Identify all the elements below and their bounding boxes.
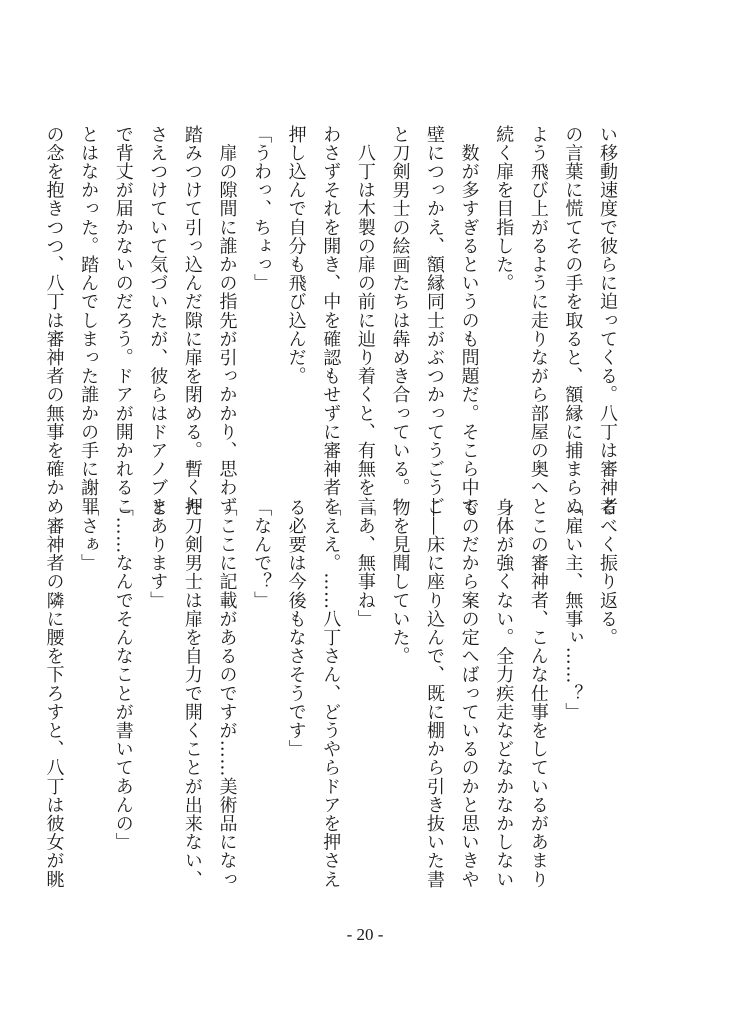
text-line: ものだから案の定へばっているのかと思いきや [458,498,480,889]
text-line: 続く扉を目指した。 [493,125,515,293]
text-line: この審神者、こんな仕事をしているがあまり [527,498,549,889]
text-line: た刀剣男士は扉を自力で開くことが出来ない、 [181,498,203,889]
text-line: 「うわっ、ちょっ」 [251,125,273,293]
text-line: わさずそれを開き、中を確認もせずに審神者を [320,125,342,516]
text-line: 数が多すぎるというのも問題だ。そこら中で [458,125,480,516]
text-line: 「ここに記載があるのですが……美術品になっ [216,498,238,889]
text-line: 八丁は木製の扉の前に辿り着くと、有無を言 [354,125,376,516]
text-line: よう飛び上がるように走りながら部屋の奥へと [527,125,549,516]
text-line: とあります」 [147,498,169,610]
lower-text-block [36,498,624,898]
text-line: で背丈が届かないのだろう。ドアが開かれるこ [112,125,134,516]
text-line: と刀剣男士の絵画たちは犇めき合っている。 [389,125,411,497]
text-line: 扉の隙間に誰かの指先が引っかかり、思わず [216,125,238,516]
text-line: る必要は今後もなさそうです」 [285,498,307,759]
text-line: 「ええ。……八丁さん、どうやらドアを押さえ [320,498,342,889]
text-line: 審神者の隣に腰を下ろすと、八丁は彼女が眺 [43,498,65,889]
text-line: 「さぁ」 [78,498,100,573]
text-line: 「雇い主、無事ぃ……？」 [562,498,584,722]
text-line: の念を抱きつつ、八丁は審神者の無事を確かめ [43,125,65,516]
text-line: とはなかった。踏んでしまった誰かの手に謝罪 [78,125,100,516]
text-line: 壁につっかえ、額縁同士がぶつかってうごうご [424,125,446,516]
page-number: - 20 - [346,925,384,944]
text-line: 身体が強くない。全力疾走などなかなかしない [493,498,515,889]
text-line: 踏みつけて引っ込んだ隙に扉を閉める。暫く押 [181,125,203,516]
text-line: 押し込んで自分も飛び込んだ。 [285,125,307,386]
text-line: ――床に座り込んで、既に棚から引き抜いた書 [424,498,446,889]
text-line: の言葉に慌てその手を取ると、額縁に捕まらぬ [562,125,584,516]
text-line: るべく振り返る。 [597,498,618,647]
text-line: 「あ、無事ね」 [354,498,376,629]
text-line: 「なんで？」 [251,498,273,610]
text-line: 物を見聞していた。 [389,498,411,666]
text-line: さえつけていて気づいたが、彼らはドアノブま [147,125,169,516]
text-line: 「……なんでそんなことが書いてあんの」 [112,498,134,852]
text-line: い移動速度で彼らに迫ってくる。八丁は審神者 [597,125,618,516]
upper-text-block [36,125,624,523]
